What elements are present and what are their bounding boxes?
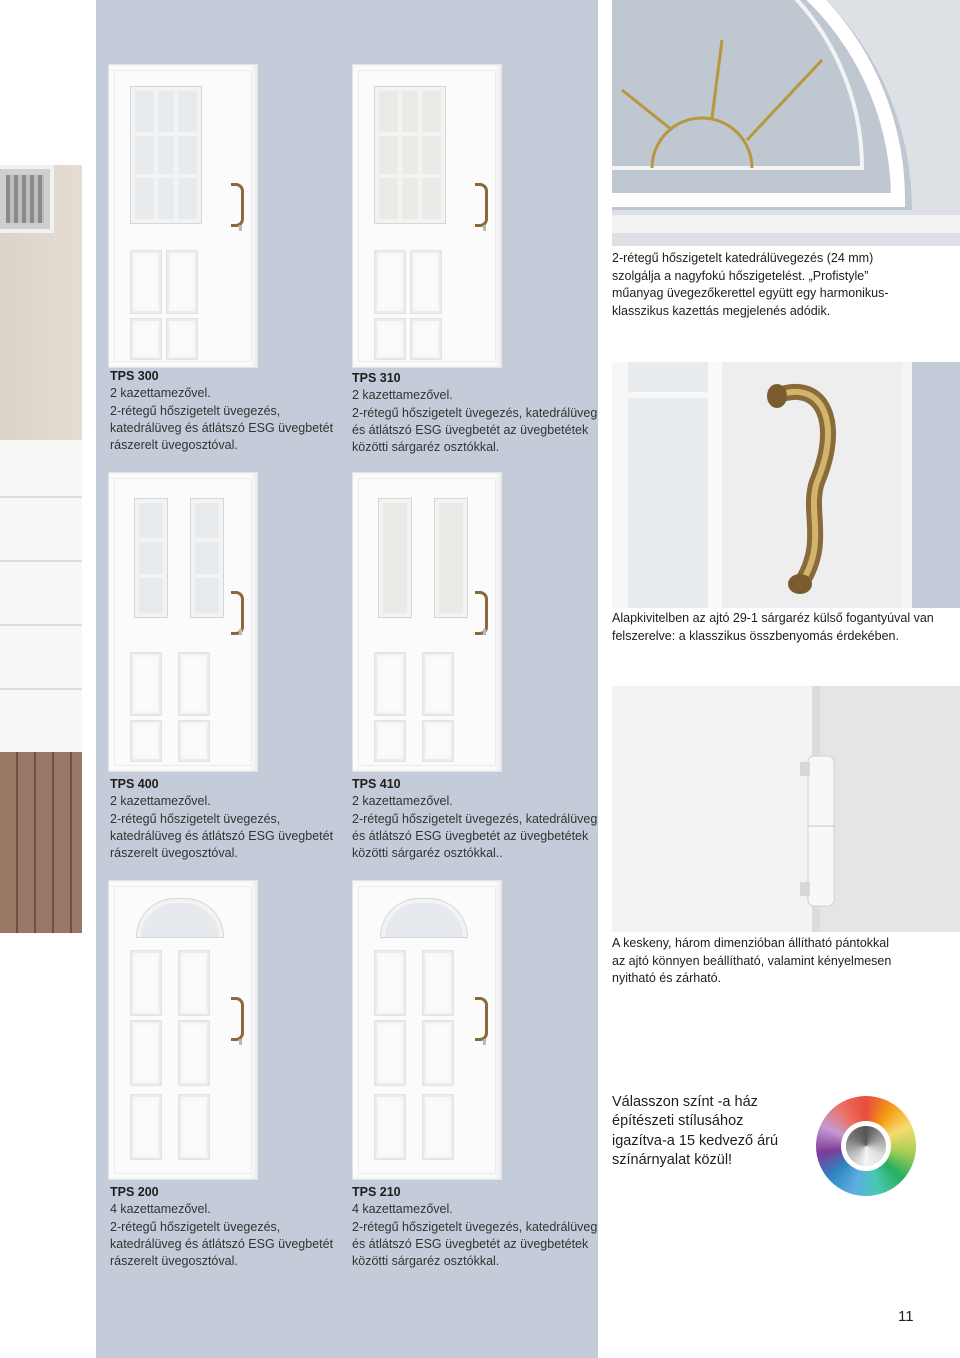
paving [0, 752, 82, 933]
caption-line: közötti sárgaréz osztókkal. [352, 1254, 500, 1269]
door-handle-icon [231, 591, 244, 635]
caption-line: 2 kazettamezővel. [110, 386, 211, 401]
caption-line: 2 kazettamezővel. [352, 794, 453, 809]
text-line: szolgálja a nagyfokú hőszigetelést. „Profistyle” [612, 268, 869, 283]
caption-line: katedrálüveg és átlátszó ESG üvegbetét [110, 1236, 334, 1251]
caption-line: és átlátszó ESG üvegbetét az üvegbetétek [352, 1236, 589, 1251]
caption-line: 4 kazettamezővel. [352, 1202, 453, 1217]
text-line: igazítva-a 15 kedvező árú [612, 1132, 779, 1149]
caption-line: 2 kazettamezővel. [352, 388, 453, 403]
text-line: felszerelve: a klasszikus összbenyomás érdekében. [612, 628, 899, 643]
caption-line: katedrálüveg és átlátszó ESG üvegbetét [110, 420, 334, 435]
caption-line: és átlátszó ESG üvegbetét az üvegbetétek [352, 422, 589, 437]
hinge-description [612, 935, 891, 988]
door-handle-icon [475, 183, 488, 227]
text-line: klasszikus kazettás megjelenés adódik. [612, 303, 831, 318]
door-glass [131, 87, 201, 223]
caption-line: közötti sárgaréz osztókkal. [352, 440, 500, 455]
glass-description [612, 250, 889, 320]
caption-line: 2-rétegű hőszigetelt üvegezés, [110, 811, 281, 826]
door-image-tps400 [108, 472, 258, 772]
caption-tps300 [110, 368, 333, 454]
door-image-tps300 [108, 64, 258, 368]
caption-line: rászerelt üvegosztóval. [110, 846, 238, 861]
caption-line: 2-rétegű hőszigetelt üvegezés, [110, 403, 281, 418]
caption-tps400 [110, 776, 333, 862]
brass-handle-photo [612, 362, 960, 608]
text-line: színárnyalat közül! [612, 1151, 733, 1168]
model-name: TPS 310 [352, 371, 401, 385]
model-name: TPS 410 [352, 777, 401, 791]
text-line: Válasszon színt -a ház [612, 1094, 758, 1110]
door-handle-icon [475, 997, 488, 1041]
model-name: TPS 400 [110, 777, 159, 791]
door-handle-icon [231, 997, 244, 1041]
door-image-tps200 [108, 880, 258, 1180]
house-photo [0, 165, 82, 933]
caption-line: 2-rétegű hőszigetelt üvegezés, katedrálüveg [352, 811, 598, 826]
text-line: építészeti stílusához [612, 1113, 744, 1130]
door-glass [375, 87, 445, 223]
caption-tps200 [110, 1184, 333, 1270]
caption-tps310 [352, 370, 597, 456]
hinge-photo [612, 686, 960, 932]
caption-tps210 [352, 1184, 597, 1270]
door-image-tps310 [352, 64, 502, 368]
model-name: TPS 300 [110, 369, 159, 383]
caption-tps410 [352, 776, 597, 862]
text-line: A keskeny, három dimenzióban állítható pántokkal [612, 936, 890, 950]
text-line: nyitható és zárható. [612, 971, 722, 985]
caption-line: közötti sárgaréz osztókkal.. [352, 846, 503, 861]
text-line: 2-rétegű hőszigetelt katedrálüvegezés (24 mm) [612, 251, 874, 265]
door-image-tps410 [352, 472, 502, 772]
caption-line: rászerelt üvegosztóval. [110, 438, 238, 453]
caption-line: 2-rétegű hőszigetelt üvegezés, katedrálüveg [352, 1219, 598, 1234]
model-name: TPS 200 [110, 1185, 159, 1199]
door-handle-icon [231, 183, 244, 227]
handle-description [612, 610, 934, 645]
color-wheel-icon [816, 1096, 916, 1196]
door-handle-icon [475, 591, 488, 635]
caption-line: 2-rétegű hőszigetelt üvegezés, katedrálüveg [352, 405, 598, 420]
page-number: 11 [898, 1308, 914, 1325]
color-choice-text [612, 1093, 778, 1170]
caption-line: 2 kazettamezővel. [110, 794, 211, 809]
text-line: Alapkivitelben az ajtó 29-1 sárgaréz külső fogantyúval van [612, 611, 934, 625]
caption-line: 2-rétegű hőszigetelt üvegezés, [110, 1219, 281, 1234]
caption-line: katedrálüveg és átlátszó ESG üvegbetét [110, 828, 334, 843]
caption-line: és átlátszó ESG üvegbetét az üvegbetétek [352, 828, 589, 843]
house-window [0, 165, 54, 233]
caption-line: 4 kazettamezővel. [110, 1202, 211, 1217]
caption-line: rászerelt üvegosztóval. [110, 1254, 238, 1269]
text-line: az ajtó könnyen beállítható, valamint kényelmesen [612, 953, 892, 968]
cathedral-glass-photo [612, 0, 960, 246]
model-name: TPS 210 [352, 1185, 401, 1199]
garage-door [0, 440, 82, 752]
door-image-tps210 [352, 880, 502, 1180]
text-line: műanyag üvegezőkerettel együtt egy harmonikus- [612, 286, 889, 300]
